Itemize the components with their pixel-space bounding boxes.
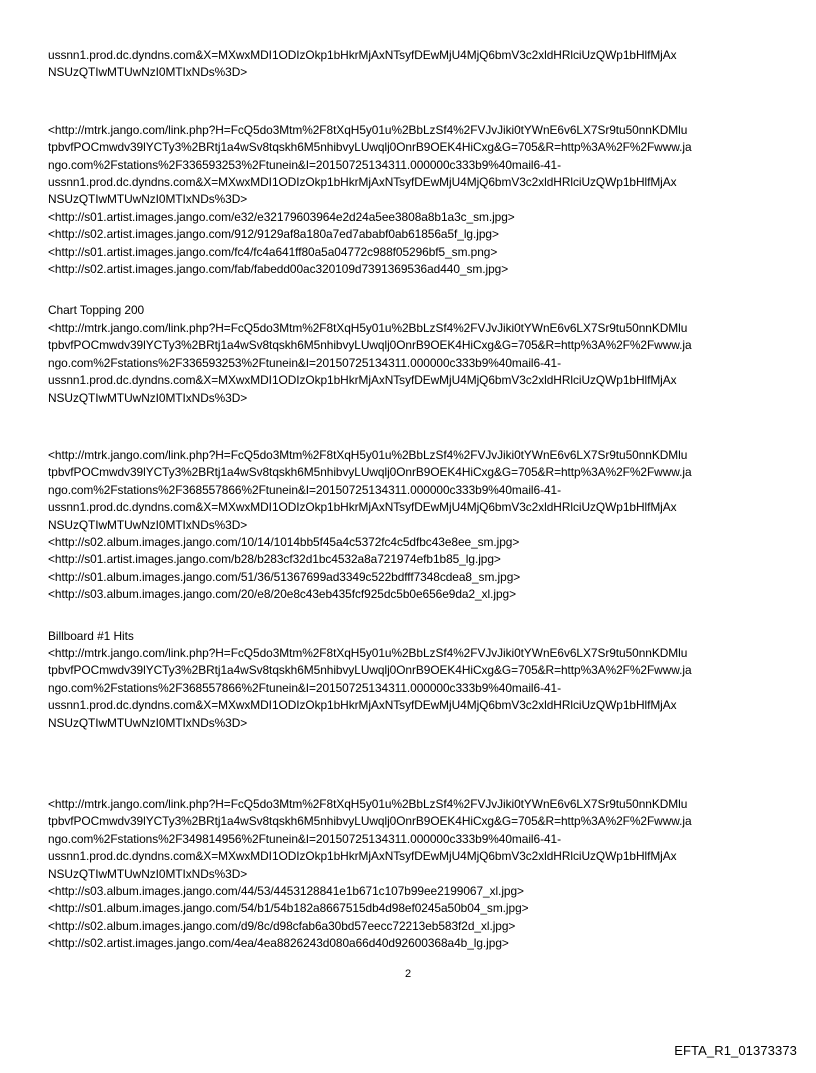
text-line: tpbvfPOCmwdv39lYCTy3%2BRtj1a4wSv8tqskh6M5nhibvyLUwqlj0OnrB9OEK4HiCxg&G=705&R=http%3A%2F%2Fwww.ja xyxy=(48,465,692,480)
text-line: NSUzQTIwMTUwNzI0MTIxNDs%3D> xyxy=(48,192,248,207)
text-line: ngo.com%2Fstations%2F349814956%2Ftunein&I=20150725134311.000000c333b9%40mail6-41- xyxy=(48,831,562,846)
spacer xyxy=(48,82,788,122)
text-line: <http://s02.album.images.jango.com/10/14/1014bb5f45a4c5372fc4c5dfbc43e8ee_sm.jpg> xyxy=(48,534,520,549)
text-block xyxy=(48,628,788,732)
text-line: <http://mtrk.jango.com/link.php?H=FcQ5do3Mtm%2F8tXqH5y01u%2BbLzSf4%2FVJvJiki0tYWnE6v6LX7Sr9tu50nnKDMlu xyxy=(48,122,688,137)
text-line: <http://s01.artist.images.jango.com/b28/b283cf32d1bc4532a8a721974efb1b85_lg.jpg> xyxy=(48,552,501,567)
text-line: <http://mtrk.jango.com/link.php?H=FcQ5do3Mtm%2F8tXqH5y01u%2BbLzSf4%2FVJvJiki0tYWnE6v6LX7Sr9tu50nnKDMlu xyxy=(48,447,688,462)
spacer xyxy=(48,278,788,302)
text-line: <http://s03.album.images.jango.com/20/e8/20e8c43eb435fcf925dc5b0e656e9da2_xl.jpg> xyxy=(48,587,516,602)
text-line: <http://mtrk.jango.com/link.php?H=FcQ5do3Mtm%2F8tXqH5y01u%2BbLzSf4%2FVJvJiki0tYWnE6v6LX7Sr9tu50nnKDMlu xyxy=(48,320,688,335)
text-line: NSUzQTIwMTUwNzI0MTIxNDs%3D> xyxy=(48,715,248,730)
text-line: ngo.com%2Fstations%2F336593253%2Ftunein&I=20150725134311.000000c333b9%40mail6-41- xyxy=(48,355,562,370)
text-line: tpbvfPOCmwdv39lYCTy3%2BRtj1a4wSv8tqskh6M5nhibvyLUwqlj0OnrB9OEK4HiCxg&G=705&R=http%3A%2F%2Fwww.ja xyxy=(48,338,692,353)
text-line: tpbvfPOCmwdv39lYCTy3%2BRtj1a4wSv8tqskh6M5nhibvyLUwqlj0OnrB9OEK4HiCxg&G=705&R=http%3A%2F%2Fwww.ja xyxy=(48,140,692,155)
text-line: NSUzQTIwMTUwNzI0MTIxNDs%3D> xyxy=(48,517,248,532)
document-page xyxy=(48,47,788,953)
text-line: <http://s01.artist.images.jango.com/fc4/fc4a641ff80a5a04772c988f05296bf5_sm.png> xyxy=(48,244,498,259)
text-line: <http://s01.album.images.jango.com/54/b1/54b182a8667515db4d98ef0245a50b04_sm.jpg> xyxy=(48,901,529,916)
text-line: <http://mtrk.jango.com/link.php?H=FcQ5do3Mtm%2F8tXqH5y01u%2BbLzSf4%2FVJvJiki0tYWnE6v6LX7Sr9tu50nnKDMlu xyxy=(48,645,688,660)
text-line: ngo.com%2Fstations%2F336593253%2Ftunein&I=20150725134311.000000c333b9%40mail6-41- xyxy=(48,157,562,172)
text-block xyxy=(48,302,788,406)
text-line: ussnn1.prod.dc.dyndns.com&X=MXwxMDI1ODIzOkp1bHkrMjAxNTsyfDEwMjU4MjQ6bmV3c2xldHRlciUzQWp1bHlfMjAx xyxy=(48,698,677,713)
text-line: <http://s02.artist.images.jango.com/fab/fabedd00ac320109d7391369536ad440_sm.jpg> xyxy=(48,262,509,277)
text-line: tpbvfPOCmwdv39lYCTy3%2BRtj1a4wSv8tqskh6M5nhibvyLUwqlj0OnrB9OEK4HiCxg&G=705&R=http%3A%2F%2Fwww.ja xyxy=(48,814,692,829)
text-line: ussnn1.prod.dc.dyndns.com&X=MXwxMDI1ODIzOkp1bHkrMjAxNTsyfDEwMjU4MjQ6bmV3c2xldHRlciUzQWp1bHlfMjAx xyxy=(48,373,677,388)
text-line: ussnn1.prod.dc.dyndns.com&X=MXwxMDI1ODIzOkp1bHkrMjAxNTsyfDEwMjU4MjQ6bmV3c2xldHRlciUzQWp1bHlfMjAx xyxy=(48,849,677,864)
text-line: <http://s01.artist.images.jango.com/e32/e32179603964e2d24a5ee3808a8b1a3c_sm.jpg> xyxy=(48,209,515,224)
text-line: NSUzQTIwMTUwNzI0MTIxNDs%3D> xyxy=(48,65,248,80)
text-line: ussnn1.prod.dc.dyndns.com&X=MXwxMDI1ODIzOkp1bHkrMjAxNTsyfDEwMjU4MjQ6bmV3c2xldHRlciUzQWp1bHlfMjAx xyxy=(48,175,677,190)
text-line: <http://s02.artist.images.jango.com/912/9129af8a180a7ed7ababf0ab61856a5f_lg.jpg> xyxy=(48,227,499,242)
text-block xyxy=(48,796,788,953)
text-line: <http://mtrk.jango.com/link.php?H=FcQ5do3Mtm%2F8tXqH5y01u%2BbLzSf4%2FVJvJiki0tYWnE6v6LX7Sr9tu50nnKDMlu xyxy=(48,797,688,811)
text-line: ngo.com%2Fstations%2F368557866%2Ftunein&I=20150725134311.000000c333b9%40mail6-41- xyxy=(48,482,562,497)
text-line: tpbvfPOCmwdv39lYCTy3%2BRtj1a4wSv8tqskh6M5nhibvyLUwqlj0OnrB9OEK4HiCxg&G=705&R=http%3A%2F%2Fwww.ja xyxy=(48,663,692,678)
spacer xyxy=(48,604,788,628)
section-heading: Chart Topping 200 xyxy=(48,303,145,318)
page-number: 2 xyxy=(404,968,412,980)
spacer xyxy=(48,772,788,796)
text-line: NSUzQTIwMTUwNzI0MTIxNDs%3D> xyxy=(48,390,248,405)
spacer xyxy=(48,732,788,772)
text-line: ngo.com%2Fstations%2F368557866%2Ftunein&I=20150725134311.000000c333b9%40mail6-41- xyxy=(48,680,562,695)
text-line: <http://s02.album.images.jango.com/d9/8c/d98cfab6a30bd57eecc72213eb583f2d_xl.jpg> xyxy=(48,918,516,933)
spacer xyxy=(48,407,788,447)
text-line: <http://s03.album.images.jango.com/44/53/4453128841e1b671c107b99ee2199067_xl.jpg> xyxy=(48,884,524,899)
document-id: EFTA_R1_01373373 xyxy=(674,1043,797,1058)
text-line: <http://s02.artist.images.jango.com/4ea/4ea8826243d080a66d40d92600368a4b_lg.jpg> xyxy=(48,936,509,951)
section-heading: Billboard #1 Hits xyxy=(48,628,134,643)
text-block xyxy=(48,47,788,82)
text-line: ussnn1.prod.dc.dyndns.com&X=MXwxMDI1ODIzOkp1bHkrMjAxNTsyfDEwMjU4MjQ6bmV3c2xldHRlciUzQWp1bHlfMjAx xyxy=(48,500,677,515)
text-line: <http://s01.album.images.jango.com/51/36/51367699ad3349c522bdfff7348cdea8_sm.jpg> xyxy=(48,569,521,584)
text-block xyxy=(48,447,788,604)
text-block xyxy=(48,122,788,279)
text-line: ussnn1.prod.dc.dyndns.com&X=MXwxMDI1ODIzOkp1bHkrMjAxNTsyfDEwMjU4MjQ6bmV3c2xldHRlciUzQWp1bHlfMjAx xyxy=(48,48,677,62)
text-line: NSUzQTIwMTUwNzI0MTIxNDs%3D> xyxy=(48,866,248,881)
